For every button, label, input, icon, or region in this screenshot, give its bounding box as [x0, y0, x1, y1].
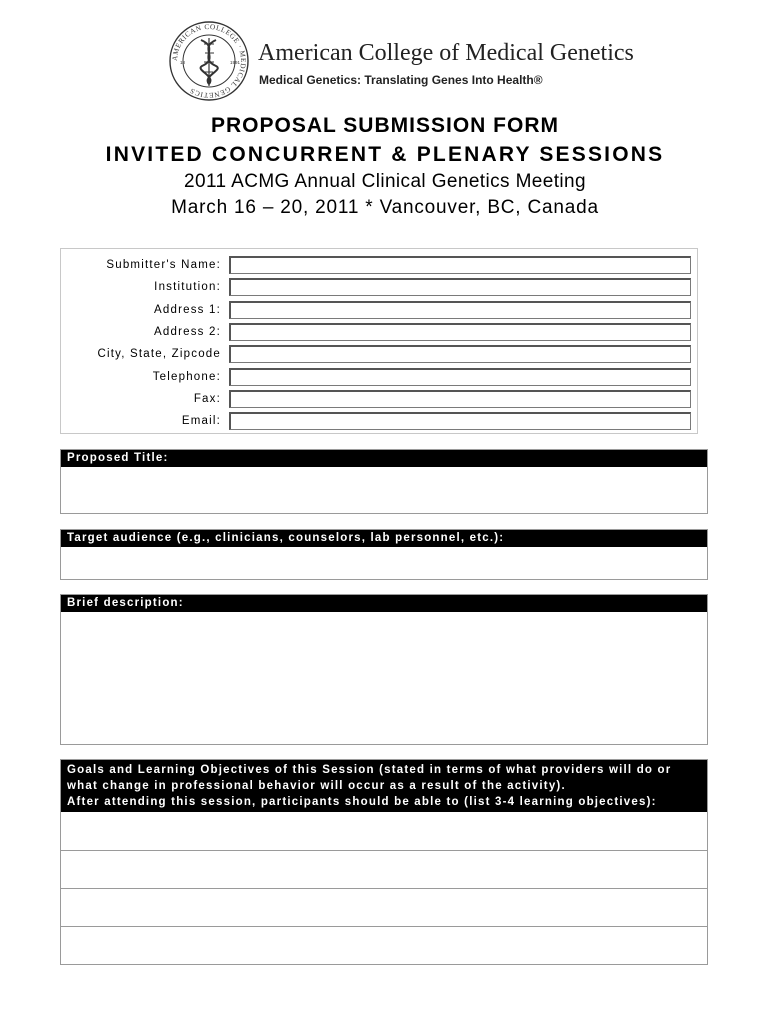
contact-row-submitter-name: [61, 254, 697, 276]
acmg-logo: [168, 20, 634, 104]
acmg-seal-icon: [168, 20, 250, 102]
learning-objective-input-1[interactable]: [61, 812, 707, 850]
form-subtitle: INVITED CONCURRENT & PLENARY SESSIONS: [105, 143, 665, 166]
brief-description-label: Brief description:: [61, 595, 707, 612]
form-title: PROPOSAL SUBMISSION FORM: [211, 114, 559, 137]
contact-row-address-1: [61, 299, 697, 321]
learning-objective-input-2[interactable]: [61, 850, 707, 888]
fax-input[interactable]: [229, 390, 691, 408]
contact-row-email: [61, 410, 697, 432]
submitter-name-input[interactable]: [229, 256, 691, 274]
learning-objectives-header: [61, 760, 707, 812]
telephone-label: Telephone:: [152, 371, 221, 383]
proposed-title-label: Proposed Title:: [61, 450, 707, 467]
contact-row-city-state-zip: [61, 343, 697, 365]
svg-text:1991: 1991: [230, 60, 241, 65]
address-1-input[interactable]: [229, 301, 691, 319]
contact-row-address-2: [61, 321, 697, 343]
contact-row-fax: [61, 388, 697, 410]
address-1-label: Address 1:: [154, 304, 221, 316]
submitter-name-label: Submitter's Name:: [106, 259, 221, 271]
target-audience-section: [60, 529, 708, 580]
learning-objectives-instruction: After attending this session, participants should be able to (list 3-4 learning objectives):: [67, 796, 657, 808]
learning-objectives-list: [61, 812, 707, 964]
fax-label: Fax:: [193, 393, 221, 405]
meeting-dates-location: March 16 – 20, 2011 * Vancouver, BC, Canada: [171, 197, 599, 218]
learning-objective-input-4[interactable]: [61, 926, 707, 964]
city-state-zip-input[interactable]: [229, 345, 691, 363]
institution-label: Institution:: [154, 281, 221, 293]
address-2-label: Address 2:: [154, 326, 221, 338]
svg-text:AMERICAN COLLEGE · MEDICAL GEN: AMERICAN COLLEGE · MEDICAL GENETICS: [170, 22, 248, 100]
contact-row-telephone: [61, 366, 697, 388]
institution-input[interactable]: [229, 278, 691, 296]
proposed-title-input[interactable]: [61, 467, 707, 513]
learning-objectives-label: Goals and Learning Objectives of this Session (stated in terms of what providers will do or what change in professional behavior will occur as a result of the activity).: [67, 764, 672, 792]
city-state-zip-label: City, State, Zipcode: [97, 348, 221, 360]
target-audience-label: Target audience (e.g., clinicians, counselors, lab personnel, etc.):: [61, 530, 707, 547]
brief-description-section: [60, 594, 708, 745]
proposed-title-section: [60, 449, 708, 514]
email-input[interactable]: [229, 412, 691, 430]
address-2-input[interactable]: [229, 323, 691, 341]
email-label: Email:: [181, 415, 221, 427]
organization-tagline: Medical Genetics: Translating Genes Into Health®: [259, 73, 543, 87]
brief-description-input[interactable]: [61, 612, 707, 744]
contact-info-block: [60, 248, 698, 434]
organization-name: American College of Medical Genetics: [258, 40, 634, 66]
telephone-input[interactable]: [229, 368, 691, 386]
learning-objectives-section: [60, 759, 708, 965]
learning-objective-input-3[interactable]: [61, 888, 707, 926]
target-audience-input[interactable]: [61, 547, 707, 579]
svg-text:18: 18: [180, 60, 186, 65]
contact-row-institution: [61, 276, 697, 298]
meeting-name: 2011 ACMG Annual Clinical Genetics Meeting: [184, 171, 586, 192]
